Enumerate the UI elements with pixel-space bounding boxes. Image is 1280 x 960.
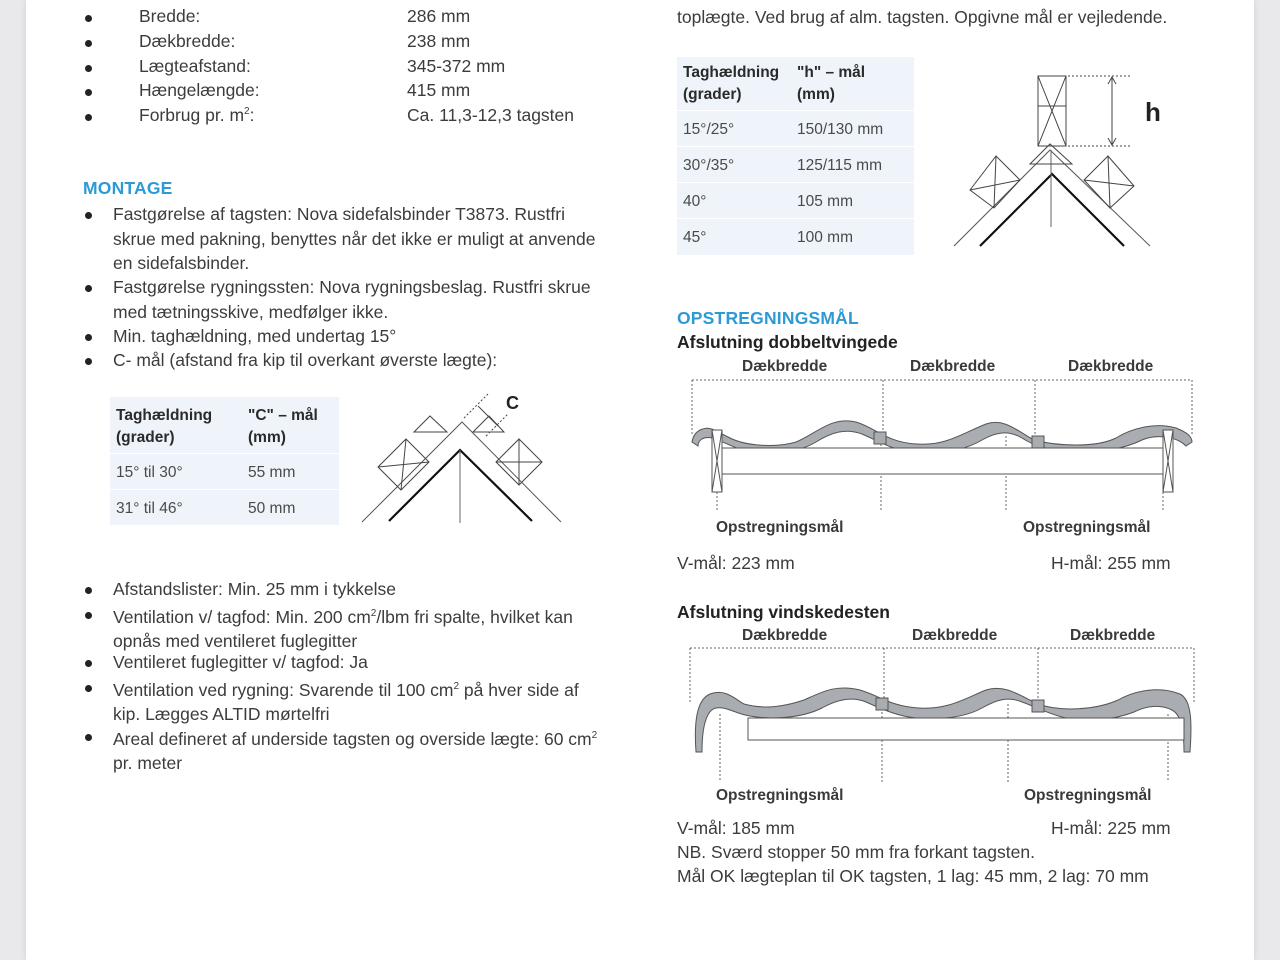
opstregning-heading: OPSTREGNINGSMÅL (677, 308, 859, 328)
bullet (85, 734, 92, 741)
c-diagram-label: C (506, 393, 519, 413)
spec-value: 345-372 mm (407, 56, 506, 76)
spec-value: 415 mm (407, 80, 471, 100)
bullet (85, 358, 92, 365)
h-diagram-label: h (1145, 97, 1161, 127)
bullet-text: Min. taghældning, med undertag 15° (113, 326, 397, 346)
v-measure: V-mål: 223 mm (677, 553, 795, 573)
bullet (85, 587, 92, 594)
bullet (85, 660, 92, 667)
verge-tile-diagram (686, 644, 1196, 784)
table-header: "h" – mål (mm) (797, 64, 866, 103)
cover-width-label: Dækbredde (1068, 358, 1154, 375)
cover-width-label: Dækbredde (742, 627, 828, 644)
bullet (85, 212, 92, 219)
bullet (85, 612, 92, 619)
ridge-h-diagram (950, 72, 1160, 252)
spec-label: Lægteafstand: (139, 56, 251, 76)
v-measure: V-mål: 185 mm (677, 818, 795, 838)
table-cell: 125/115 mm (797, 157, 883, 174)
marking-left-label: Opstregningsmål (716, 519, 844, 536)
cover-width-label: Dækbredde (1070, 627, 1156, 644)
bullet-text: C- mål (afstand fra kip til overkant øverste lægte): (113, 350, 498, 370)
spec-label: Hængelængde: (139, 80, 260, 100)
ridge-c-diagram (356, 392, 566, 527)
table-cell: 15° til 30° (116, 464, 183, 481)
h-measure: H-mål: 255 mm (1051, 553, 1171, 573)
spec-label: Forbrug pr. $m^2$: (139, 105, 255, 125)
table-header: Taghældning (grader) (116, 407, 213, 446)
spec-value: Ca. 11,3-12,3 tagsten (407, 105, 575, 125)
table-cell: 50 mm (248, 500, 296, 517)
c-measure-table (110, 397, 339, 525)
marking-left-label: Opstregningsmål (716, 787, 844, 804)
document-page (26, 0, 1254, 960)
table-cell: 40° (683, 193, 707, 210)
note-text: NB. Sværd stopper 50 mm fra forkant tagsten. (677, 842, 1035, 862)
bullet-text: Afstandslister: Min. 25 mm i tykkelse (113, 579, 396, 599)
spec-value: 238 mm (407, 31, 471, 51)
spec-label: Bredde: (139, 6, 201, 26)
table-cell: 15°/25° (683, 121, 735, 138)
table-cell: 150/130 mm (797, 121, 884, 138)
double-wing-tile-diagram (686, 376, 1196, 516)
bullet (85, 334, 92, 341)
bullet-text: Areal defineret af underside tagsten og overside lægte: 60 $cm^2$ pr. meter (113, 728, 598, 774)
montage-heading: MONTAGE (83, 178, 173, 198)
bullet-text: Ventilation ved rygning: Svarende til 100 $cm^2$ på hver side af kip. Lægges ALTID mørtelfri (113, 679, 579, 725)
cover-width-label: Dækbredde (910, 358, 996, 375)
cover-width-label: Dækbredde (742, 358, 828, 375)
bullet-text: Fastgørelse rygningssten: Nova rygningsbeslag. Rustfri skrue med tætningsskive, medfølger ikke. (113, 277, 591, 322)
marking-right-label: Opstregningsmål (1023, 519, 1151, 536)
intro-text: toplægte. Ved brug af alm. tagsten. Opgivne mål er vejledende. (677, 7, 1168, 27)
bullet-text: Ventilation v/ tagfod: Min. 200 $cm^2$/lbm fri spalte, hvilket kan opnås med ventileret fuglegitter (113, 606, 573, 652)
table-header: Taghældning (grader) (683, 64, 780, 103)
bullet (85, 15, 92, 22)
bullet (85, 65, 92, 72)
bullet-text: Fastgørelse af tagsten: Nova sidefalsbinder T3873. Rustfri skrue med pakning, benyttes når det ikke er muligt at anvende en sidefalsbinder. (113, 204, 596, 273)
table-cell: 100 mm (797, 229, 853, 246)
spec-value: 286 mm (407, 6, 471, 26)
table-cell: 31° til 46° (116, 500, 183, 517)
spec-label: Dækbredde: (139, 31, 236, 51)
table-cell: 45° (683, 229, 707, 246)
bullet (85, 40, 92, 47)
bullet-text: Ventileret fuglegitter v/ tagfod: Ja (113, 652, 368, 672)
table-cell: 105 mm (797, 193, 853, 210)
h-measure: H-mål: 225 mm (1051, 818, 1171, 838)
table-cell: 30°/35° (683, 157, 735, 174)
bullet (85, 285, 92, 292)
bullet (85, 114, 92, 121)
note-text: Mål OK lægteplan til OK tagsten, 1 lag: 45 mm, 2 lag: 70 mm (677, 866, 1149, 886)
h-measure-table (677, 57, 914, 255)
table-cell: 55 mm (248, 464, 296, 481)
table-header: "C" – mål (mm) (248, 407, 318, 446)
bullet (85, 685, 92, 692)
section1-title: Afslutning dobbeltvingede (677, 332, 898, 352)
section2-title: Afslutning vindskedesten (677, 602, 890, 622)
marking-right-label: Opstregningsmål (1024, 787, 1152, 804)
cover-width-label: Dækbredde (912, 627, 998, 644)
bullet (85, 89, 92, 96)
